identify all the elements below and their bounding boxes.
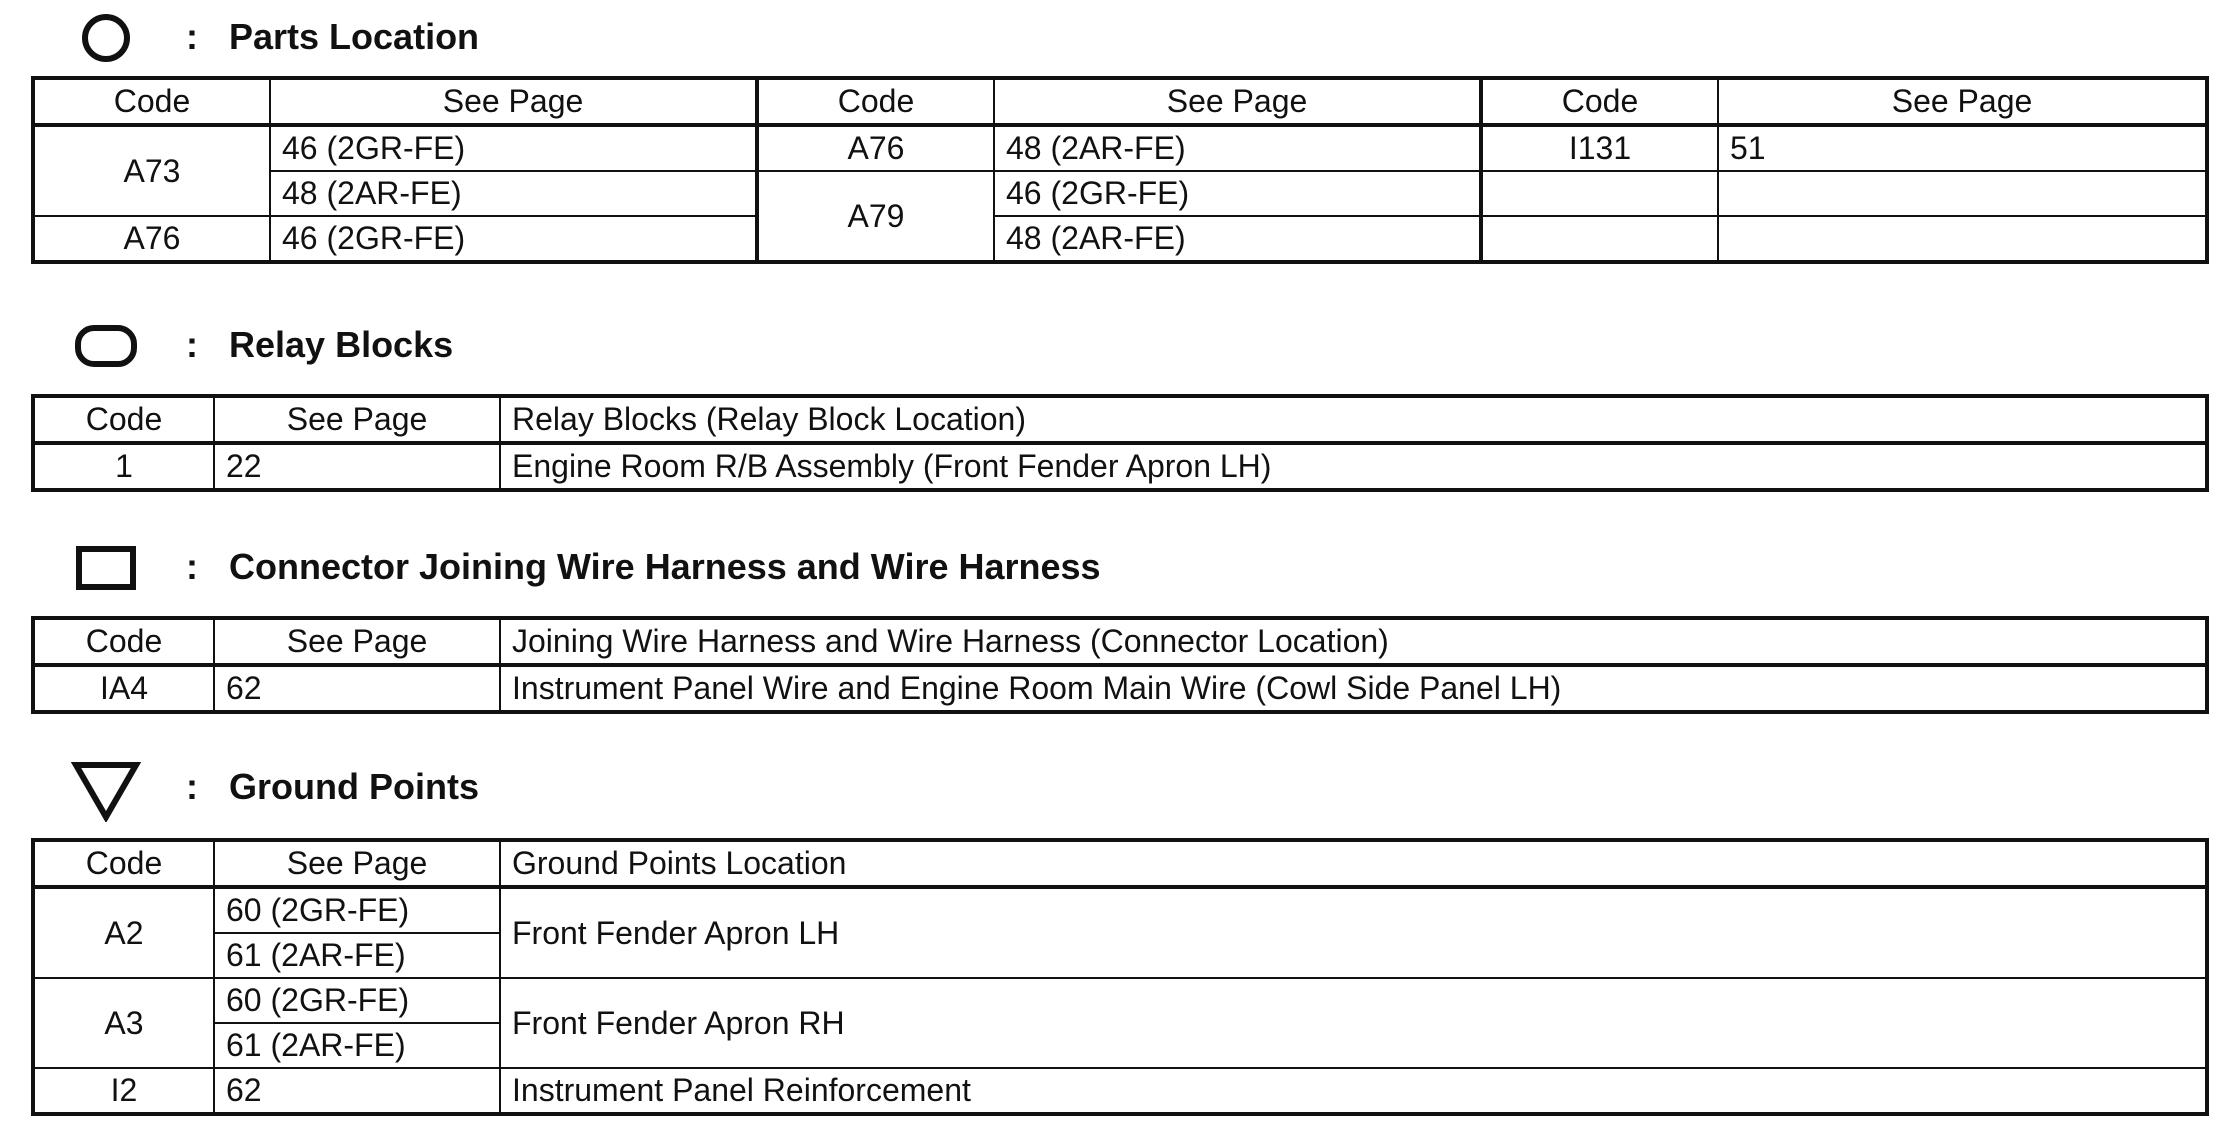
ground-points-header: [0, 758, 2232, 818]
table-row: [33, 665, 2207, 712]
empty-cell: [1481, 171, 1718, 216]
table-header-row: [33, 78, 2207, 125]
table-row: [33, 978, 2207, 1023]
table-row: [33, 887, 2207, 933]
code-cell: I131: [1481, 125, 1718, 171]
location-cell: Front Fender Apron LH: [500, 887, 2207, 978]
column-header: Relay Blocks (Relay Block Location): [500, 396, 2207, 443]
empty-cell: [1718, 216, 2207, 262]
page-cell: 62: [214, 665, 500, 712]
relay-blocks-table: [31, 394, 2209, 492]
column-header: See Page: [214, 618, 500, 665]
page-cell: 61 (2AR-FE): [214, 933, 500, 978]
location-cell: Instrument Panel Reinforcement: [500, 1068, 2207, 1114]
page-cell: 62: [214, 1068, 500, 1114]
column-header: See Page: [270, 78, 757, 125]
column-header: See Page: [214, 396, 500, 443]
section-title: Ground Points: [229, 766, 479, 807]
column-header: See Page: [214, 840, 500, 887]
column-header: See Page: [1718, 78, 2207, 125]
table-row: [33, 1068, 2207, 1114]
code-cell: 1: [33, 443, 214, 490]
circle-icon: [66, 8, 146, 68]
column-header: Code: [33, 840, 214, 887]
table-row: [33, 216, 2207, 262]
page-cell: 61 (2AR-FE): [214, 1023, 500, 1068]
page-cell: 22: [214, 443, 500, 490]
table-row: [33, 443, 2207, 490]
column-header: See Page: [994, 78, 1481, 125]
code-cell: A76: [757, 125, 994, 171]
page-cell: 46 (2GR-FE): [270, 125, 757, 171]
page-cell: 48 (2AR-FE): [994, 125, 1481, 171]
page-cell: 51: [1718, 125, 2207, 171]
page-cell: 46 (2GR-FE): [994, 171, 1481, 216]
section-colon: :: [186, 546, 198, 587]
code-cell: A79: [757, 171, 994, 262]
code-cell: A3: [33, 978, 214, 1068]
page-cell: 60 (2GR-FE): [214, 978, 500, 1023]
page-cell: 48 (2AR-FE): [270, 171, 757, 216]
location-cell: Engine Room R/B Assembly (Front Fender Apron LH): [500, 443, 2207, 490]
column-header: Code: [33, 396, 214, 443]
empty-cell: [1718, 171, 2207, 216]
column-header: Joining Wire Harness and Wire Harness (Connector Location): [500, 618, 2207, 665]
section-title: Connector Joining Wire Harness and Wire Harness: [229, 546, 1101, 587]
section-title: Parts Location: [229, 16, 480, 57]
relay-blocks-header: [0, 316, 2232, 376]
column-header: Code: [33, 78, 270, 125]
table-header-row: [33, 396, 2207, 443]
section-colon: :: [186, 16, 198, 57]
section-title: Relay Blocks: [229, 324, 454, 365]
table-row: [33, 171, 2207, 216]
section-colon: :: [186, 766, 198, 807]
parts-location-header: [0, 8, 2232, 68]
connector-table: [31, 616, 2209, 714]
column-header: Code: [33, 618, 214, 665]
column-header: Code: [1481, 78, 1718, 125]
location-cell: Front Fender Apron RH: [500, 978, 2207, 1068]
code-cell: IA4: [33, 665, 214, 712]
page-cell: 60 (2GR-FE): [214, 887, 500, 933]
table-header-row: [33, 840, 2207, 887]
table-header-row: [33, 618, 2207, 665]
column-header: Ground Points Location: [500, 840, 2207, 887]
connector-header: [0, 538, 2232, 598]
ground-points-table: [31, 838, 2209, 1116]
column-header: Code: [757, 78, 994, 125]
page-cell: 48 (2AR-FE): [994, 216, 1481, 262]
section-colon: :: [186, 324, 198, 365]
table-row: [33, 125, 2207, 171]
code-cell: I2: [33, 1068, 214, 1114]
code-cell: A76: [33, 216, 270, 262]
code-cell: A2: [33, 887, 214, 978]
square-icon: [66, 538, 146, 598]
parts-location-table: [31, 76, 2209, 264]
code-cell: A73: [33, 125, 270, 216]
empty-cell: [1481, 216, 1718, 262]
rounded-rect-icon: [66, 316, 146, 376]
triangle-down-icon: [66, 758, 146, 824]
page-cell: 46 (2GR-FE): [270, 216, 757, 262]
location-cell: Instrument Panel Wire and Engine Room Main Wire (Cowl Side Panel LH): [500, 665, 2207, 712]
